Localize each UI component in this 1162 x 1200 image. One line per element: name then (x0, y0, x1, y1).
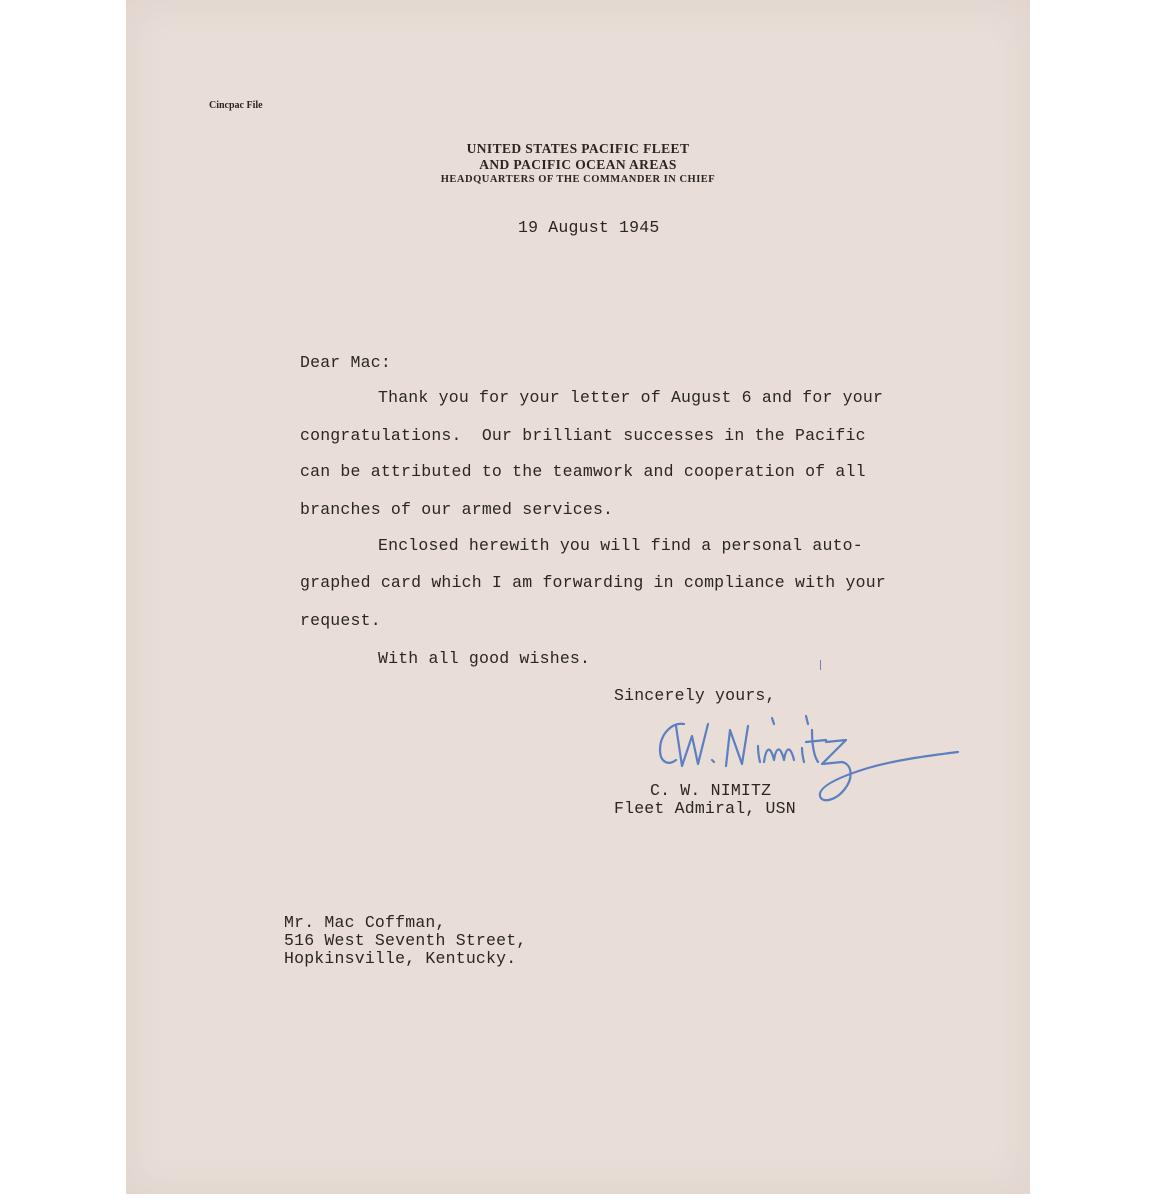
paragraph-2-line-3: request. (300, 611, 381, 630)
recipient-line-2: 516 West Seventh Street, (284, 931, 527, 950)
letterhead-line-1: UNITED STATES PACIFIC FLEET (466, 141, 690, 156)
paragraph-1-line-4: branches of our armed services. (300, 500, 614, 519)
paragraph-3: With all good wishes. (378, 649, 591, 668)
stray-ink-mark (819, 660, 822, 670)
salutation: Dear Mac: (300, 353, 391, 372)
closing: Sincerely yours, (614, 686, 776, 705)
recipient-line-3: Hopkinsville, Kentucky. (284, 949, 517, 968)
signer-title: Fleet Admiral, USN (614, 799, 796, 818)
paragraph-2-line-1: Enclosed herewith you will find a personal auto- (378, 536, 863, 555)
paragraph-1-line-3: can be attributed to the teamwork and cooperation of all (300, 462, 866, 481)
letterhead-line-3: HEADQUARTERS OF THE COMMANDER IN CHIEF (440, 174, 716, 185)
paragraph-1-line-2: congratulations. Our brilliant successes in the Pacific (300, 426, 866, 445)
letter-date: 19 August 1945 (518, 218, 660, 237)
letterhead-line-2: AND PACIFIC OCEAN AREAS (479, 157, 677, 172)
recipient-line-1: Mr. Mac Coffman, (284, 913, 446, 932)
signer-name: C. W. NIMITZ (650, 781, 772, 800)
paragraph-1-line-1: Thank you for your letter of August 6 and for your (378, 388, 884, 407)
file-label: Cincpac File (209, 100, 263, 111)
letter-paper (126, 0, 1030, 1194)
paragraph-2-line-2: graphed card which I am forwarding in compliance with your (300, 573, 886, 592)
